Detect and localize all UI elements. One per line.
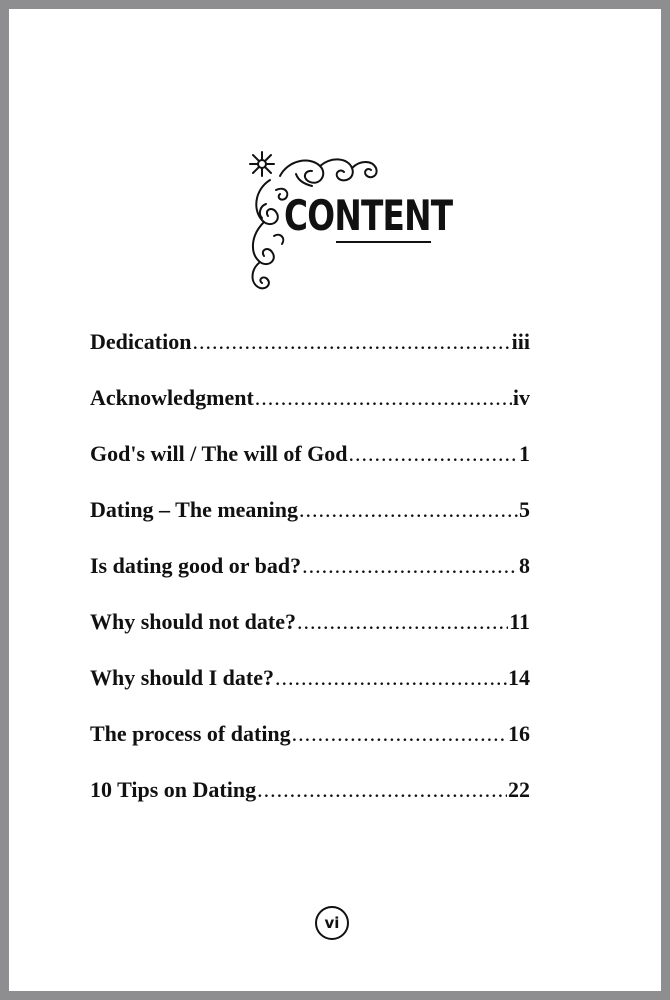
toc-entry-title: 10 Tips on Dating: [90, 777, 257, 802]
toc-entry-title: Dedication: [90, 329, 192, 354]
toc-dot-leader: [275, 665, 507, 691]
toc-dot-leader: [255, 385, 512, 411]
book-page: [9, 9, 661, 991]
toc-entry-title: Why should not date?: [90, 609, 297, 634]
toc-entry-page: iii: [511, 329, 530, 354]
toc-entry-page: 16: [508, 721, 530, 746]
toc-entry-title: God's will / The will of God: [90, 441, 348, 466]
toc-entry: [90, 385, 530, 441]
toc-entry: [90, 609, 530, 665]
toc-entry-title: The process of dating: [90, 721, 291, 746]
toc-entry-title: Is dating good or bad?: [90, 553, 302, 578]
toc-dot-leader: [302, 553, 518, 579]
toc-dot-leader: [257, 777, 507, 803]
toc-entry-page: 11: [509, 609, 530, 634]
toc-entry-page: 14: [508, 665, 530, 690]
toc-entry-page: 1: [519, 441, 530, 466]
toc-dot-leader: [299, 497, 518, 523]
toc-entry-page: 5: [519, 497, 530, 522]
toc-entry-title: Acknowledgment: [90, 385, 254, 410]
toc-entry-page: iv: [512, 385, 530, 410]
toc-dot-leader: [349, 441, 518, 467]
toc-entry: [90, 721, 530, 777]
toc-dot-leader: [297, 609, 508, 635]
page-number-badge: vi: [315, 906, 349, 940]
toc-entry-title: Dating – The meaning: [90, 497, 299, 522]
toc-entry: [90, 777, 530, 833]
toc-entry: [90, 665, 530, 721]
table-of-contents: [90, 329, 530, 833]
toc-entry-page: 8: [519, 553, 530, 578]
page-title: CONTENT: [284, 191, 453, 240]
toc-entry: [90, 441, 530, 497]
toc-entry: [90, 497, 530, 553]
toc-entry: [90, 329, 530, 385]
toc-entry-page: 22: [508, 777, 530, 802]
toc-dot-leader: [192, 329, 510, 355]
toc-dot-leader: [292, 721, 507, 747]
toc-entry: [90, 553, 530, 609]
title-underline: [336, 241, 431, 243]
toc-entry-title: Why should I date?: [90, 665, 275, 690]
